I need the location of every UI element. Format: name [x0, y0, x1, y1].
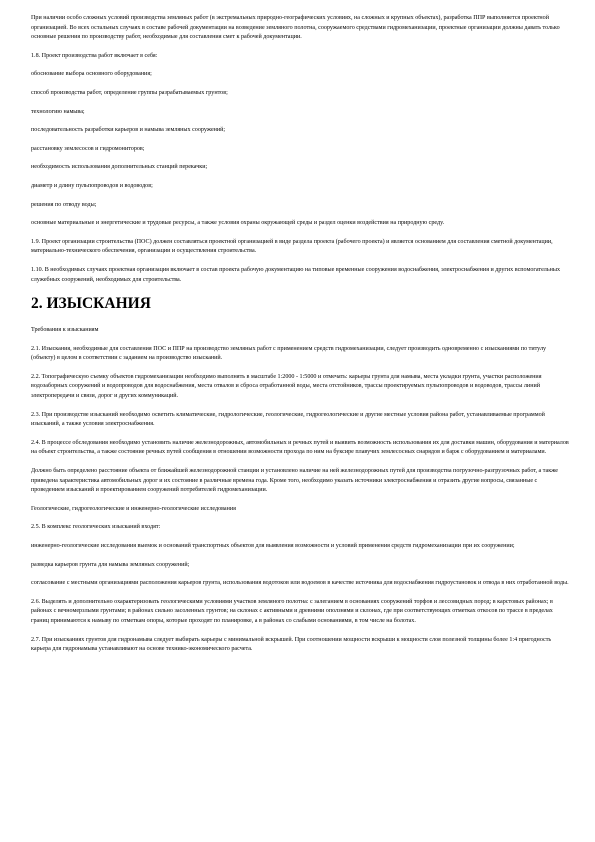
clause-2-6: 2.6. Выделять и дополнительно охарактеризовать геологическими условиями участков земляного полотна: с залеганием в основаниях сооружений торфов и лессовидных пород; в карстовых районах; в районах с вечномерзлыми грунтами; в районах сильно засоленных грунтов; на склонах с активными и древними оползнями и склонах, где при соответствующих отметках откосов по трассе в пределах границ принимаются к намыву по отметкам опоры, которые проходят по планировке, а в районах со слабыми основаниями, в том числе на болотах. — [31, 598, 553, 624]
list-item: технологию намыва; — [31, 108, 85, 115]
list-item: решения по отводу воды; — [31, 201, 97, 208]
intro-paragraph: При наличии особо сложных условий производства земляных работ (в экстремальных природно-географических условиях, на сложных и крупных объектах), разработка ППР выполняется проектной организацией. Во всех остальных случаях в составе рабочей документации на возведение земляного полотна, сооружаемого средствами гидромеханизации, проектные организации должны давать только основные решения по производству работ, необходимые для составления смет к рабочей документации. — [31, 15, 560, 41]
list-item: диаметр и длину пульпопроводов и водоводов; — [31, 182, 153, 189]
list-item: согласование с местными организациями расположения карьеров грунта, использования водотоков или водоемов в качестве источника для водоснабжения гидроустановок и отвода в них отработанной воды. — [31, 580, 569, 587]
clause-2-1: 2.1. Изыскания, необходимые для составления ПОС и ППР на производство земляных работ с применением средств гидромеханизации, следует производить одновременно с изысканиями по титулу (объекту) в целом в соответствии с заданием на производство изысканий. — [31, 345, 547, 362]
list-item: разведка карьеров грунта для намыва земляных сооружений; — [31, 561, 190, 568]
subheading-geology: Геологические, гидрогеологические и инженерно-геологические исследования — [31, 505, 236, 512]
clause-2-4: 2.4. В процессе обследования необходимо установить наличие железнодорожных, автомобильных и речных путей и выявить возможность использования их для доставки машин, оборудования и материалов на объект строительства, а также состояние речных путей сообщения в отношении возможности прохода по ним на буксире плавучих землесосных снарядов и барж с оборудованием и материалами. — [31, 439, 569, 456]
clause-2-5: 2.5. В комплекс геологических изысканий входят: — [31, 524, 161, 531]
clause-2-2: 2.2. Топографическую съемку объектов гидромеханизации необходимо выполнять в масштабе 1:2000 - 1:5000 и отмечать: карьеры грунта для намыва, места укладки грунта, участки расположения водозаборных сооружений и водопроводов для водоснабжения, места отвалов и сброса отработанной воды, места отстойников, трассы проектируемых пульпопроводов и водоводов, трассы линий электропередачи и связи, дорог и других коммуникаций. — [31, 373, 542, 400]
list-item: основные материальные и энергетические и трудовые ресурсы, а также условия охраны окружающей среды и раздел оценки воздействия на природную среду. — [31, 220, 445, 227]
section-heading: 2. ИЗЫСКАНИЯ — [31, 295, 151, 313]
list-item: расстановку землесосов и гидромониторов; — [31, 145, 145, 152]
list-item: необходимость использования дополнительных станций перекачки; — [31, 164, 208, 171]
clause-2-7: 2.7. При изысканиях грунтов для гидронамыва следует выбирать карьеры с минимальной вскрышей. При соотношении мощности вскрыши к мощности слоя полезной толщины более 1:4 пригодность карьера для гидронамыва устанавливают на основе технико-экономического расчета. — [31, 636, 552, 653]
list-item: способ производства работ, определение группы разрабатываемых грунтов; — [31, 89, 228, 96]
list-item: инженерно-геологические исследования выемок и оснований транспортных объектов для выявления возможности и условий применения средств гидромеханизации при их сооружении; — [31, 543, 515, 549]
clause-1-9: 1.9. Проект организации строительства (ПОС) должен составляться проектной организацией в виде раздела проекта (рабочего проекта) и является основанием для составления сметной документации, материально-технического обеспечения, организации и осуществления строительства. — [31, 238, 553, 255]
clause-1-10: 1.10. В необходимых случаях проектная организация включает в состав проекта рабочую документацию на типовые временные сооружения водоснабжения, электроснабжения и других вспомогательных служебных сооружений, необходимых для строительства. — [31, 266, 561, 283]
clause-2-4-continued: Должно быть определено расстояние объекта от ближайшей железнодорожной станции и установлено наличие на ней железнодорожных путей для производства погрузочно-разгрузочных работ, а также приведена характеристика автомобильных дорог и их состояние в различные времена года. Кроме того, необходимо указать источники электроснабжения и отразить другие вопросы, связанные с проведением изысканий и проектированием сооружений потребителей гидромеханизации. — [31, 468, 558, 494]
clause-1-8: 1.8. Проект производства работ включает в себя: — [31, 52, 158, 59]
list-item: последовательность разработки карьеров и намыва земляных сооружений; — [31, 127, 226, 134]
clause-2-3: 2.3. При производстве изысканий необходимо осветить климатические, гидрологические, геологические, гидрогеологические и другие местные условия района работ, устанавливаемые программой изысканий, а также условия электроснабжения. — [31, 411, 545, 428]
subheading-requirements: Требования к изысканиям — [31, 327, 99, 334]
list-item: обоснование выбора основного оборудования; — [31, 71, 152, 78]
document-page — [31, 14, 569, 664]
